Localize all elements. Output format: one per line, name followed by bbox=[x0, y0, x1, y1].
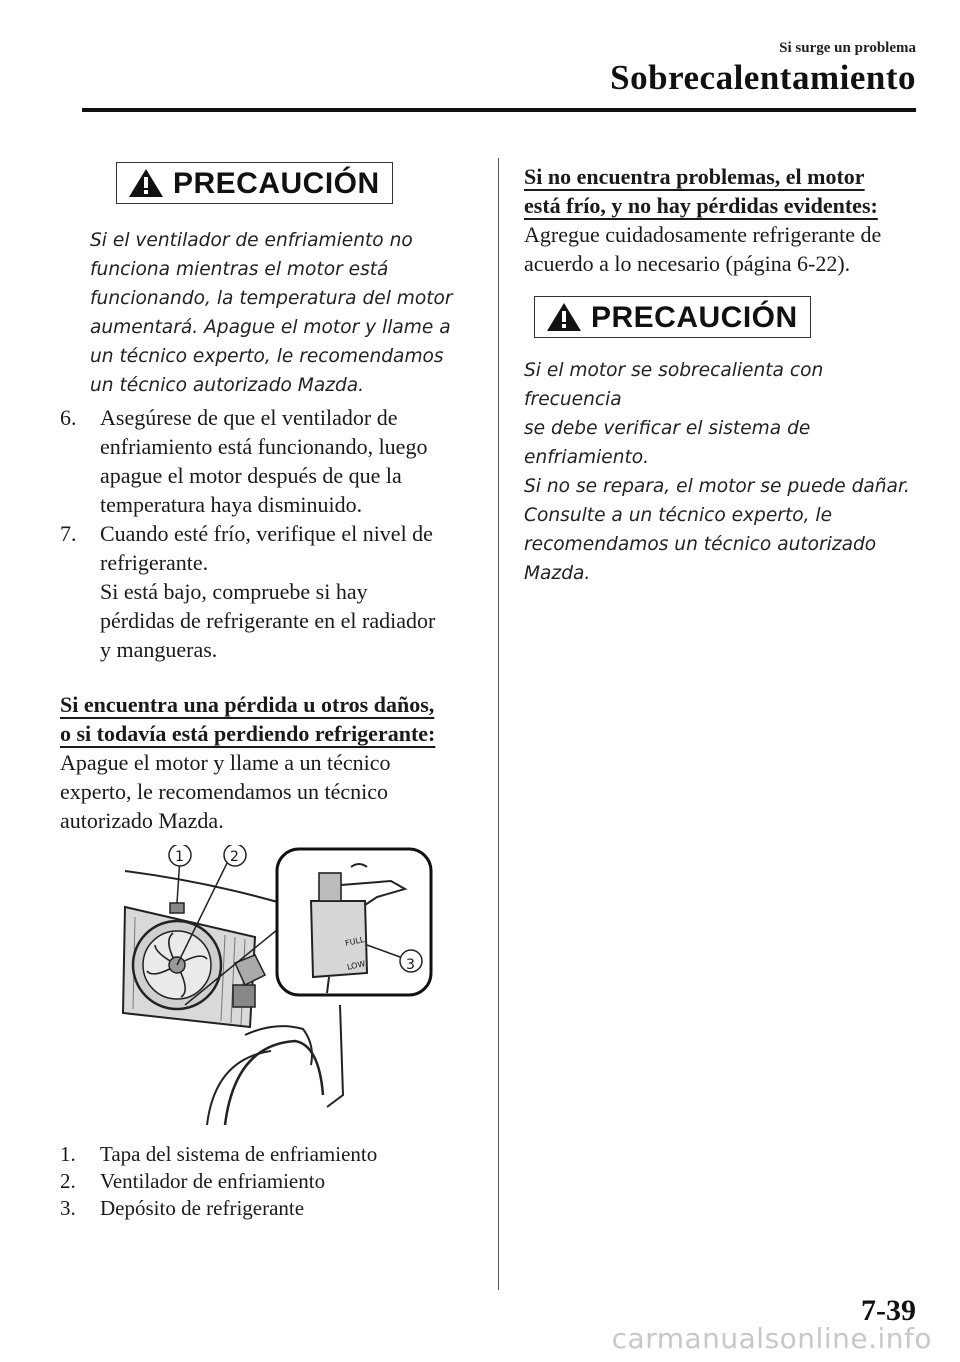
step-item bbox=[60, 519, 480, 664]
step-item bbox=[60, 403, 480, 519]
caution-label: PRECAUCIÓN bbox=[173, 166, 380, 200]
subheading-line: Si no encuentra problemas, el motor bbox=[524, 164, 865, 189]
step-number: 6. bbox=[60, 405, 77, 430]
header-rule bbox=[82, 108, 916, 112]
legend-item bbox=[60, 1168, 480, 1195]
legend-number: 2. bbox=[60, 1169, 76, 1193]
legend-item bbox=[60, 1141, 480, 1168]
caution-line: se debe verificar el sistema de enfriamiento. bbox=[524, 418, 811, 468]
subheading-line: está frío, y no hay pérdidas evidentes: bbox=[524, 193, 878, 218]
caution-line: un técnico autorizado Mazda. bbox=[90, 375, 365, 396]
warning-triangle-icon bbox=[127, 167, 165, 199]
step-line: Si está bajo, compruebe si hay bbox=[100, 579, 368, 604]
caution-line: recomendamos un técnico autorizado bbox=[524, 534, 877, 555]
refill-paragraph bbox=[524, 220, 924, 278]
legend-item bbox=[60, 1195, 480, 1222]
step-line: Cuando esté frío, verifique el nivel de bbox=[100, 521, 433, 546]
caution-line: funcionando, la temperatura del motor bbox=[90, 288, 453, 309]
right-column bbox=[524, 162, 924, 588]
paragraph-line: acuerdo a lo necesario (página 6-22). bbox=[524, 251, 851, 276]
legend-text: Depósito de refrigerante bbox=[100, 1196, 305, 1220]
step-line: refrigerante. bbox=[100, 550, 209, 575]
step-line: apague el motor después de que la bbox=[100, 463, 402, 488]
caution-line: Mazda. bbox=[524, 563, 591, 584]
subheading-line: Si encuentra una pérdida u otros daños, bbox=[60, 692, 435, 717]
tank-full-label: FULL bbox=[344, 935, 366, 948]
caution-line: un técnico experto, le recomendamos bbox=[90, 346, 444, 367]
paragraph-line: Apague el motor y llame a un técnico bbox=[60, 750, 391, 775]
caution-line: funciona mientras el motor está bbox=[90, 259, 389, 280]
figure-legend bbox=[60, 1141, 480, 1222]
cooling-system-drawing bbox=[115, 845, 495, 1125]
step-line: Asegúrese de que el ventilador de bbox=[100, 405, 398, 430]
step-line: y mangueras. bbox=[100, 637, 218, 662]
caution-box bbox=[116, 162, 393, 204]
step-number: 7. bbox=[60, 521, 77, 546]
left-column bbox=[60, 162, 480, 1222]
page-title: Sobrecalentamiento bbox=[610, 58, 916, 97]
leak-paragraph bbox=[60, 748, 480, 835]
paragraph-line: autorizado Mazda. bbox=[60, 808, 224, 833]
legend-number: 3. bbox=[60, 1196, 76, 1220]
subheading-line: o si todavía está perdiendo refrigerante: bbox=[60, 721, 436, 746]
section-label: Si surge un problema bbox=[779, 40, 916, 56]
paragraph-line: experto, le recomendamos un técnico bbox=[60, 779, 389, 804]
leak-subheading bbox=[60, 690, 480, 748]
page-number: 7-39 bbox=[861, 1294, 916, 1327]
legend-number: 1. bbox=[60, 1142, 76, 1166]
caution-line: aumentará. Apague el motor y llame a bbox=[90, 317, 451, 338]
engine-bay-illustration bbox=[115, 845, 495, 1125]
step-line: temperatura haya disminuido. bbox=[100, 492, 363, 517]
no-problem-subheading bbox=[524, 162, 924, 220]
step-line: enfriamiento está funcionando, luego bbox=[100, 434, 428, 459]
caution-line: Si no se repara, el motor se puede dañar. bbox=[524, 476, 910, 497]
caution-box bbox=[534, 296, 811, 338]
tank-low-label: LOW bbox=[346, 959, 367, 972]
callout-3: 3 bbox=[406, 957, 415, 973]
callout-2: 2 bbox=[230, 849, 239, 865]
warning-triangle-icon bbox=[545, 301, 583, 333]
legend-text: Ventilador de enfriamiento bbox=[100, 1169, 326, 1193]
caution-line: Consulte a un técnico experto, le bbox=[524, 505, 833, 526]
caution-text bbox=[90, 226, 480, 400]
step-line: pérdidas de refrigerante en el radiador bbox=[100, 608, 436, 633]
caution-label: PRECAUCIÓN bbox=[591, 300, 798, 334]
watermark: carmanualsonline.info bbox=[611, 1322, 932, 1355]
column-divider bbox=[498, 158, 499, 1290]
caution-text bbox=[524, 356, 924, 588]
callout-1: 1 bbox=[175, 849, 184, 865]
caution-line: Si el ventilador de enfriamiento no bbox=[90, 230, 413, 251]
caution-line: Si el motor se sobrecalienta con frecuencia bbox=[524, 360, 824, 410]
paragraph-line: Agregue cuidadosamente refrigerante de bbox=[524, 222, 882, 247]
legend-text: Tapa del sistema de enfriamiento bbox=[100, 1142, 378, 1166]
